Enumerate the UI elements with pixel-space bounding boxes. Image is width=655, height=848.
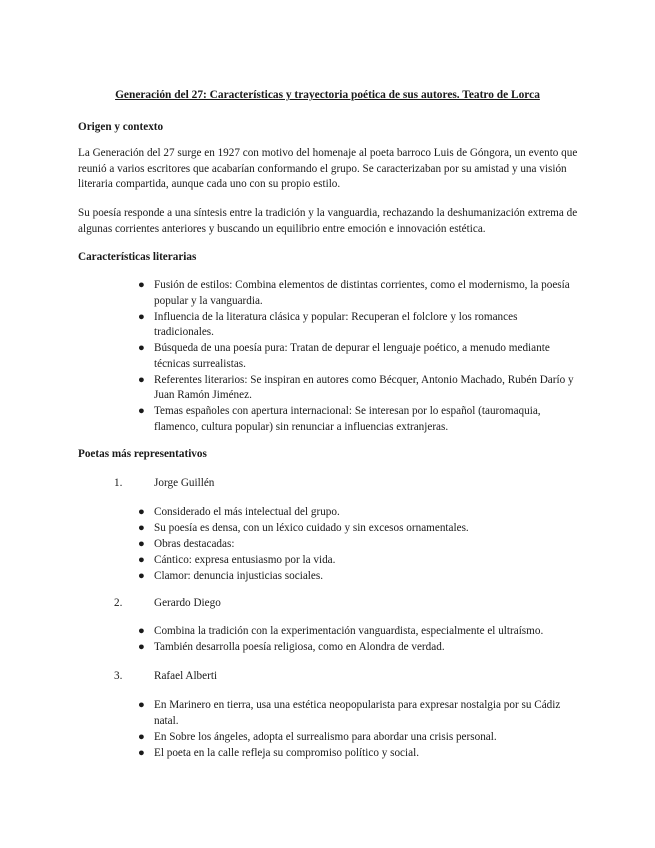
heading-origin: Origen y contexto (78, 121, 164, 133)
bullet-icon: ● (138, 699, 145, 711)
bullet-icon: ● (138, 279, 145, 291)
bullet-icon: ● (138, 570, 145, 582)
bullet-icon: ● (138, 625, 145, 637)
list-item: ● Temas españoles con apertura internacional: Se interesan por lo español (tauromaquia, flamenco, cultura popular) sin renunciar a influencias extranjeras. (138, 405, 541, 433)
paragraph-origin-1: La Generación del 27 surge en 1927 con motivo del homenaje al poeta barroco Luis de Góngora, un evento que reunió a varios escritores que acabarían conformando el grupo. Se caracterizaban por su amistad y una visión literaria compartida, aunque cada uno con su propio estilo. (78, 147, 578, 190)
bullet-icon: ● (138, 506, 145, 518)
poet-3-list (138, 698, 578, 762)
bullet-icon: ● (138, 342, 145, 354)
list-item: ● En Marinero en tierra, usa una estética neopopularista para expresar nostalgia por su Cádiz natal. (138, 699, 561, 727)
features-list (138, 278, 578, 436)
bullet-icon: ● (138, 405, 145, 417)
list-item: ● Obras destacadas: (138, 537, 578, 553)
list-item: ● Combina la tradición con la experimentación vanguardista, especialmente el ultraísmo. (138, 624, 578, 640)
list-item: ● Búsqueda de una poesía pura: Tratan de depurar el lenguaje poético, a menudo mediante técnicas surrealistas. (138, 342, 550, 370)
poet-number-3: 3. (114, 670, 123, 682)
poet-name-3: Rafael Alberti (154, 670, 218, 682)
bullet-icon: ● (138, 730, 145, 743)
document-title: Generación del 27: Características y trayectoria poética de sus autores. Teatro de Lorca (115, 89, 540, 101)
list-item: ● Fusión de estilos: Combina elementos de distintas corrientes, como el modernismo, la poesía popular y la vanguardia. (138, 279, 570, 307)
poet-number-1: 1. (114, 477, 123, 489)
list-item: ● Su poesía es densa, con un léxico cuidado y sin excesos ornamentales. (138, 521, 578, 537)
bullet-icon: ● (138, 310, 145, 323)
bullet-icon: ● (138, 746, 145, 759)
poet-name-1: Jorge Guillén (154, 477, 215, 489)
bullet-icon: ● (138, 373, 145, 386)
list-item: ● Cántico: expresa entusiasmo por la vida. (138, 553, 578, 569)
poet-2-list (138, 624, 578, 656)
poet-name-2: Gerardo Diego (154, 597, 221, 609)
paragraph-origin-2: Su poesía responde a una síntesis entre la tradición y la vanguardia, rechazando la deshumanización extrema de algunas corrientes anteriores y buscando un equilibrio entre emoción e innovación estética. (78, 207, 578, 235)
poet-number-2: 2. (114, 597, 123, 609)
bullet-icon: ● (138, 538, 145, 550)
list-item: ● También desarrolla poesía religiosa, como en Alondra de verdad. (138, 640, 578, 656)
heading-features: Características literarias (78, 251, 197, 263)
heading-poets: Poetas más representativos (78, 448, 207, 460)
bullet-icon: ● (138, 641, 145, 653)
list-item: ● Clamor: denuncia injusticias sociales. (138, 569, 578, 585)
poet-1-list (138, 505, 578, 585)
bullet-icon: ● (138, 522, 145, 534)
list-item: ● Influencia de la literatura clásica y popular: Recuperan el folclore y los romances tradicionales. (138, 310, 518, 338)
list-item: ● En Sobre los ángeles, adopta el surrealismo para abordar una crisis personal. (138, 730, 578, 746)
bullet-icon: ● (138, 554, 145, 566)
list-item: ● Referentes literarios: Se inspiran en autores como Bécquer, Antonio Machado, Rubén Darío y Juan Ramón Jiménez. (138, 373, 574, 401)
list-item: ● El poeta en la calle refleja su compromiso político y social. (138, 746, 578, 762)
list-item: ● Considerado el más intelectual del grupo. (138, 505, 578, 521)
